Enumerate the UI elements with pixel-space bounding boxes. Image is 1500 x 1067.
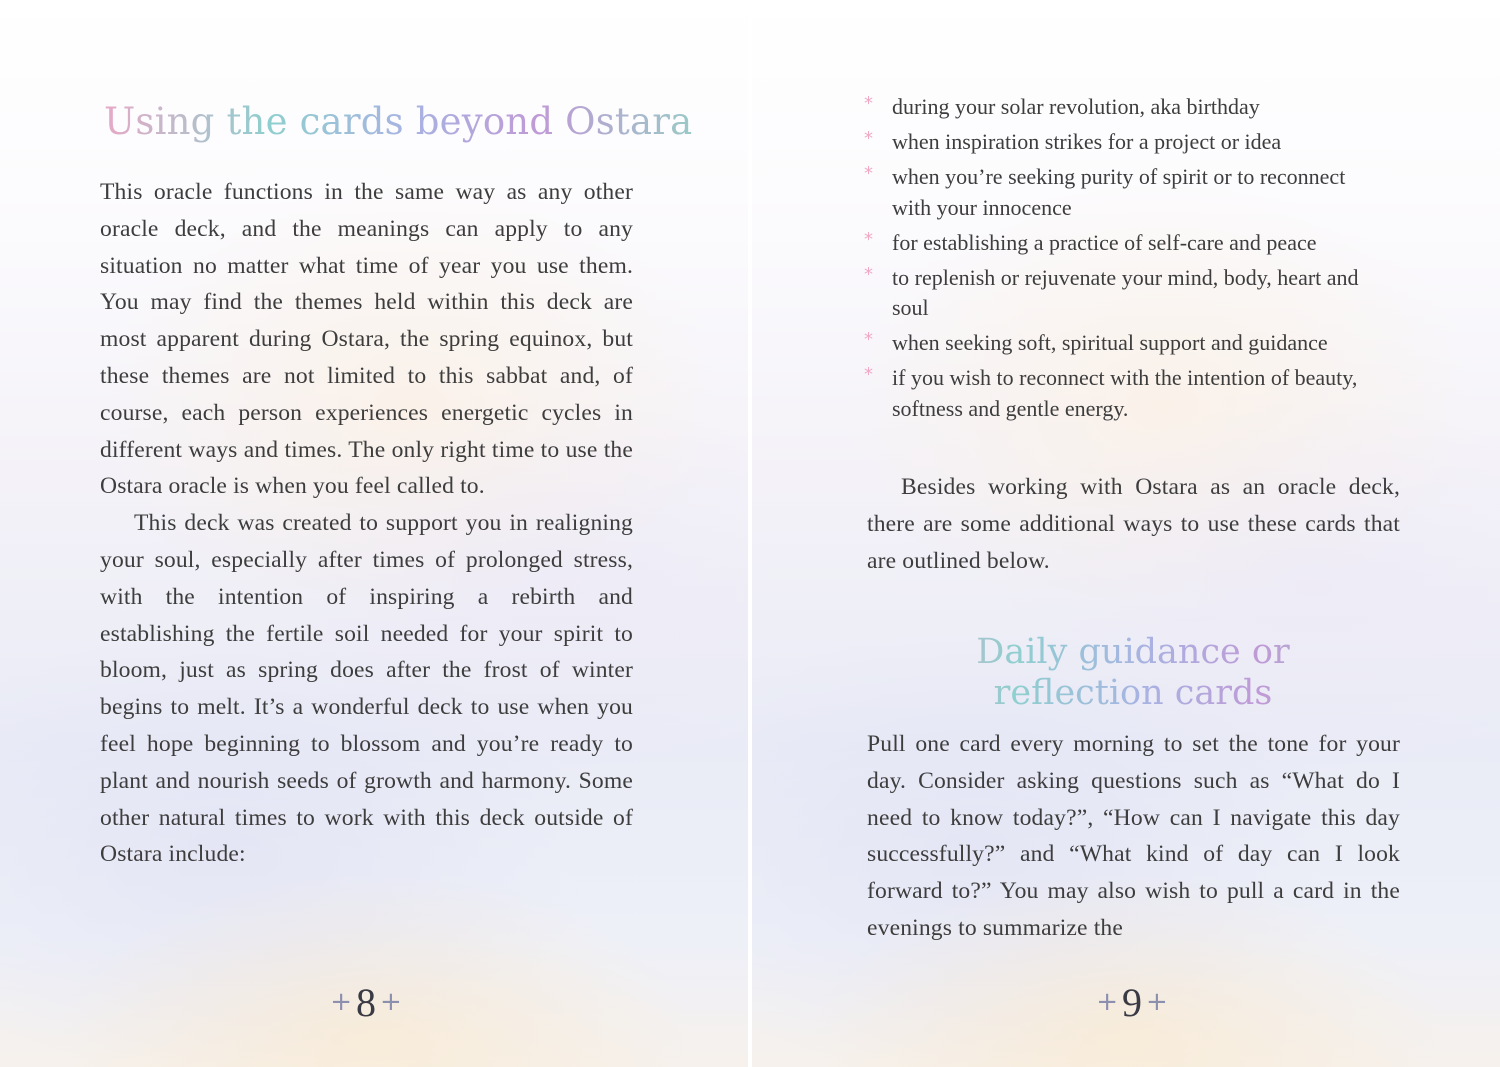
paragraph: Pull one card every morning to set the tone for your day. Consider asking questions such as “What do I need to know today?”, “How can I navigate this day successfully?” and “What kind of day can I look forward to?” You may also wish to pull a card in the evenings to summarize the xyxy=(867,731,1400,941)
heading-line: reflection cards xyxy=(993,673,1273,713)
list-item-text: when seeking soft, spiritual support and guidance xyxy=(892,330,1328,355)
list-item-text: when you’re seeking purity of spirit or to reconnect with your innocence xyxy=(892,164,1346,220)
list-item-text: for establishing a practice of self-care and peace xyxy=(892,229,1317,255)
list-item xyxy=(864,127,1384,158)
star-icon: * xyxy=(864,128,873,149)
heading-line: Daily guidance or xyxy=(976,632,1290,672)
star-icon: * xyxy=(864,263,873,285)
section-heading: Using the cards beyond Ostara xyxy=(104,100,693,143)
bullet-list xyxy=(864,92,1384,429)
list-item xyxy=(864,92,1384,123)
page-number-value: 8 xyxy=(356,980,376,1025)
star-icon: * xyxy=(864,329,873,350)
list-item xyxy=(864,228,1384,259)
list-item xyxy=(864,363,1384,424)
body-text xyxy=(867,469,1400,579)
star-icon: * xyxy=(864,93,873,114)
paragraph: Besides working with Ostara as an oracle deck, there are some additional ways to use these cards that are outlined below. xyxy=(867,474,1400,574)
list-item-text: when inspiration strikes for a project or idea xyxy=(892,129,1282,154)
star-icon: * xyxy=(864,364,873,385)
list-item-text: during your solar revolution, aka birthday xyxy=(892,94,1260,119)
list-item xyxy=(864,263,1384,324)
page-number xyxy=(306,980,426,1025)
list-item xyxy=(864,328,1384,359)
list-item-text: to replenish or rejuvenate your mind, body, heart and soul xyxy=(892,264,1359,320)
cross-ornament-icon: + xyxy=(1146,987,1168,1017)
page-number xyxy=(1072,980,1192,1025)
left-page xyxy=(0,0,748,1067)
body-text xyxy=(100,174,633,873)
star-icon: * xyxy=(864,163,873,184)
right-page xyxy=(752,0,1500,1067)
cross-ornament-icon: + xyxy=(330,987,352,1017)
page-number-value: 9 xyxy=(1122,980,1142,1025)
section-heading xyxy=(867,632,1399,714)
cross-ornament-icon: + xyxy=(380,987,402,1017)
paragraph: This oracle functions in the same way as any other oracle deck, and the meanings can apply to any situation no matter what time of year you use them. You may find the themes held within this deck are most apparent during Ostara, the spring equinox, but these themes are not limited to this sabbat and, of course, each person experiences energetic cycles in different ways and times. The only right time to use the Ostara oracle is when you feel called to. xyxy=(100,179,633,500)
list-item xyxy=(864,162,1384,223)
body-text xyxy=(867,726,1400,947)
list-item-text: if you wish to reconnect with the intention of beauty, softness and gentle energy. xyxy=(892,365,1358,421)
paragraph: This deck was created to support you in realigning your soul, especially after times of prolonged stress, with the intention of inspiring a rebirth and establishing the fertile soil needed for your spirit to bloom, just as spring does after the frost of winter begins to melt. It’s a wonderful deck to use when you feel hope beginning to blossom and you’re ready to plant and nourish seeds of growth and harmony. Some other natural times to work with this deck outside of Ostara include: xyxy=(100,510,633,868)
cross-ornament-icon: + xyxy=(1096,987,1118,1017)
star-icon: * xyxy=(864,228,873,250)
